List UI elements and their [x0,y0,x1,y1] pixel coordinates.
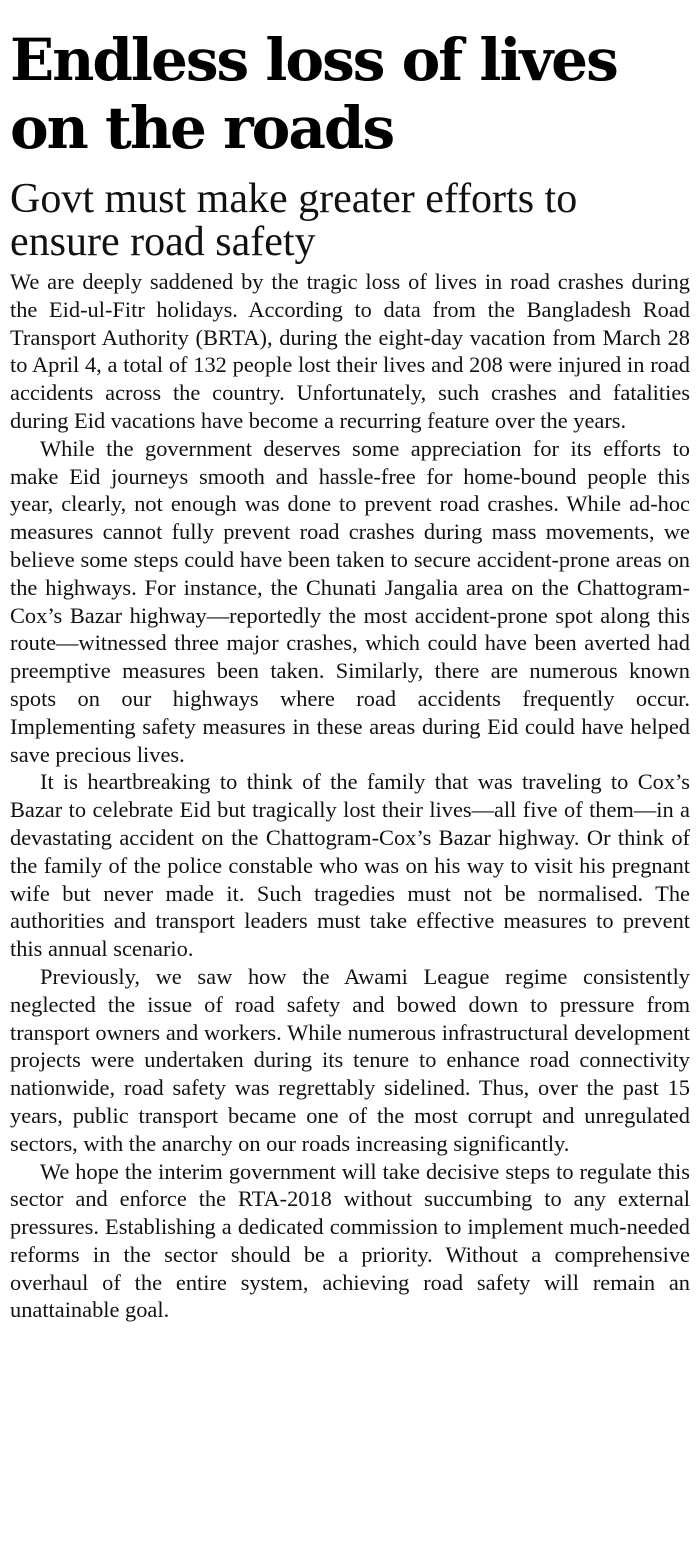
article-headline: Endless loss of lives on the roads [10,26,617,162]
body-paragraph-2: While the government deserves some appreciation for its efforts to make Eid journeys smooth and hassle-free for home-bound people this year, clearly, not enough was done to prevent road crashes. While ad-hoc measures cannot fully prevent road crashes during mass movements, we believe some steps could have been taken to secure accident-prone areas on the highways. For instance, the Chunati Jangalia area on the Chattogram-Cox’s Bazar highway—reportedly the most accident-prone spot along this route—witnessed three major crashes, which could have been averted had preemptive measures been taken. Similarly, there are numerous known spots on our highways where road accidents frequently occur. Implementing safety measures in these areas during Eid could have helped save precious lives. [10,435,690,767]
body-paragraph-1: We are deeply saddened by the tragic loss of lives in road crashes during the Eid-ul-Fitr holidays. According to data from the Bangladesh Road Transport Authority (BRTA), during the eight-day vacation from March 28 to April 4, a total of 132 people lost their lives and 208 were injured in road accidents across the country. Unfortunately, such crashes and fatalities during Eid vacations have become a recurring feature over the years. [10,269,690,433]
body-paragraph-3: It is heartbreaking to think of the family that was traveling to Cox’s Bazar to celebrate Eid but tragically lost their lives—all five of them—in a devastating accident on the Chattogram-Cox’s Bazar highway. Or think of the family of the police constable who was on his way to visit his pregnant wife but never made it. Such tragedies must not be normalised. The authorities and transport leaders must take effective measures to prevent this annual scenario. [10,769,690,962]
body-paragraph-5: We hope the interim government will take decisive steps to regulate this sector and enforce the RTA-2018 without succumbing to any external pressures. Establishing a dedicated commission to implement much-needed reforms in the sector should be a priority. Without a comprehensive overhaul of the entire system, achieving road safety will remain an unattainable goal. [10,1158,690,1323]
editorial-article [10,26,690,1324]
body-paragraph-4: Previously, we saw how the Awami League regime consistently neglected the issue of road safety and bowed down to pressure from transport owners and workers. While numerous infrastructural development projects were undertaken during its tenure to enhance road connectivity nationwide, road safety was regrettably sidelined. Thus, over the past 15 years, public transport became one of the most corrupt and unregulated sectors, with the anarchy on our roads increasing significantly. [10,963,690,1156]
article-body [10,268,690,1324]
article-subheadline: Govt must make greater efforts to ensure road safety [10,176,578,265]
